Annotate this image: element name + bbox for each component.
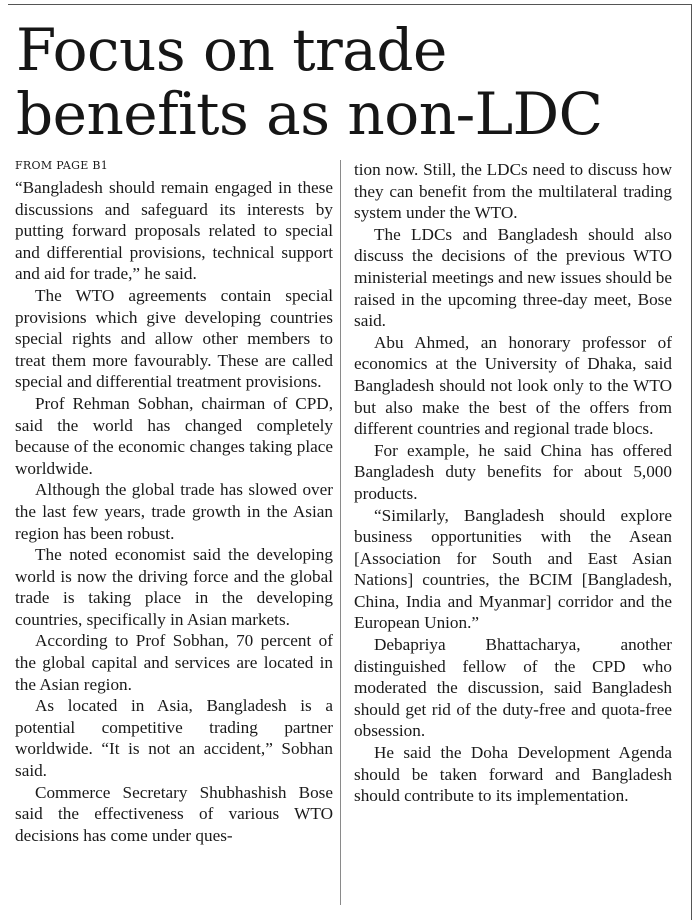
article-paragraph: Abu Ahmed, an honorary professor of economics at the University of Dhaka, said Bangladesh should not look only to the WTO but also make the best of the offers from different countries and regional trade blocs. xyxy=(354,332,672,439)
article-paragraph: Commerce Secretary Shubhashish Bose said the effectiveness of various WTO decisions has come under ques- xyxy=(15,782,333,845)
article-column-left xyxy=(15,159,333,846)
article-paragraph: Prof Rehman Sobhan, chairman of CPD, said the world has changed completely because of the economic changes taking place worldwide. xyxy=(15,393,333,478)
article-paragraph: For example, he said China has offered Bangladesh duty benefits for about 5,000 products. xyxy=(354,440,672,503)
right-rule xyxy=(691,4,692,920)
article-paragraph: The LDCs and Bangladesh should also discuss the decisions of the previous WTO ministerial meetings and new issues should be raised in the upcoming three-day meet, Bose said. xyxy=(354,224,672,331)
kicker: FROM PAGE B1 xyxy=(15,159,109,172)
article-paragraph: He said the Doha Development Agenda should be taken forward and Bangladesh should contribute to its implementation. xyxy=(354,743,672,806)
article-paragraph: “Bangladesh should remain engaged in these discussions and safeguard its interests by putting forward proposals related to special and differential provisions, technical support and aid for trade,” he said. xyxy=(15,178,333,284)
article-paragraph: According to Prof Sobhan, 70 percent of the global capital and services are located in the Asian region. xyxy=(15,631,333,694)
column-divider xyxy=(340,160,341,905)
article-paragraph: Debapriya Bhattacharya, another distinguished fellow of the CPD who moderated the discussion, said Bangladesh should get rid of the duty-free and quota-free obsession. xyxy=(354,635,672,741)
article-paragraph: The noted economist said the developing world is now the driving force and the global trade is taking place in the developing countries, specifically in Asian markets. xyxy=(15,545,333,629)
article-paragraph: Although the global trade has slowed over the last few years, trade growth in the Asian region has been robust. xyxy=(15,480,333,543)
article-paragraph: “Similarly, Bangladesh should explore business opportunities with the Asean [Association for South and East Asian Nations] countries, the BCIM [Bangladesh, China, India and Myanmar] corridor and the European Union.” xyxy=(354,505,672,633)
article-paragraph: The WTO agreements contain special provisions which give developing countries special rights and allow other members to treat them more favourably. These are called special and differential treatment provisions. xyxy=(15,285,333,392)
headline: Focus on trade benefits as non-LDC xyxy=(16,16,603,148)
top-rule xyxy=(8,4,692,5)
article-paragraph: As located in Asia, Bangladesh is a potential competitive trading partner worldwide. “It is not an accident,” Sobhan said. xyxy=(15,696,333,781)
article-paragraph: tion now. Still, the LDCs need to discuss how they can benefit from the multilateral trading system under the WTO. xyxy=(354,160,672,223)
article-column-right xyxy=(354,159,672,807)
